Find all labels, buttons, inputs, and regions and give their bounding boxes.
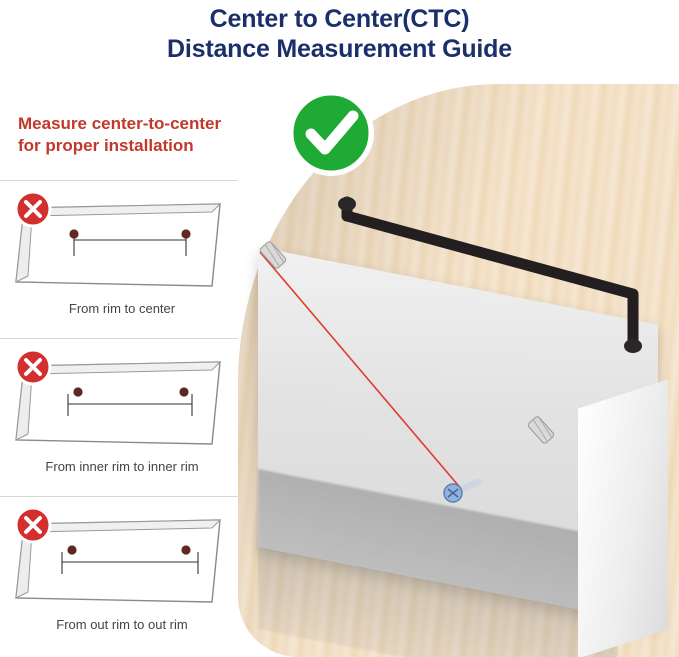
wrong-example-caption: From inner rim to inner rim	[45, 459, 199, 474]
x-mark-icon	[14, 506, 52, 544]
divider	[0, 338, 238, 339]
screw-anchor-icon-2	[527, 416, 555, 445]
x-mark-icon	[14, 348, 52, 386]
divider	[0, 180, 238, 181]
instruction-line-2: for proper installation	[18, 136, 194, 155]
wrong-example-figure	[6, 348, 238, 456]
screw-icon	[444, 482, 478, 502]
x-mark-icon	[14, 190, 52, 228]
instruction-line-1: Measure center-to-center	[18, 114, 222, 133]
screw-anchor-icon	[259, 241, 287, 270]
wrong-example-figure	[6, 506, 238, 614]
center-to-center-line	[260, 252, 463, 491]
wrong-example-item	[6, 348, 238, 474]
wrong-example-item	[6, 506, 238, 632]
wrong-example-item	[6, 190, 238, 316]
wrong-example-figure	[6, 190, 238, 298]
divider	[0, 496, 238, 497]
wrong-example-caption: From rim to center	[68, 301, 176, 316]
title-line-2: Distance Measurement Guide	[167, 35, 512, 63]
page-title	[0, 4, 679, 64]
wrong-example-caption: From out rim to out rim	[56, 617, 188, 632]
check-mark-icon	[284, 86, 378, 180]
title-line-1: Center to Center(CTC)	[209, 5, 470, 33]
